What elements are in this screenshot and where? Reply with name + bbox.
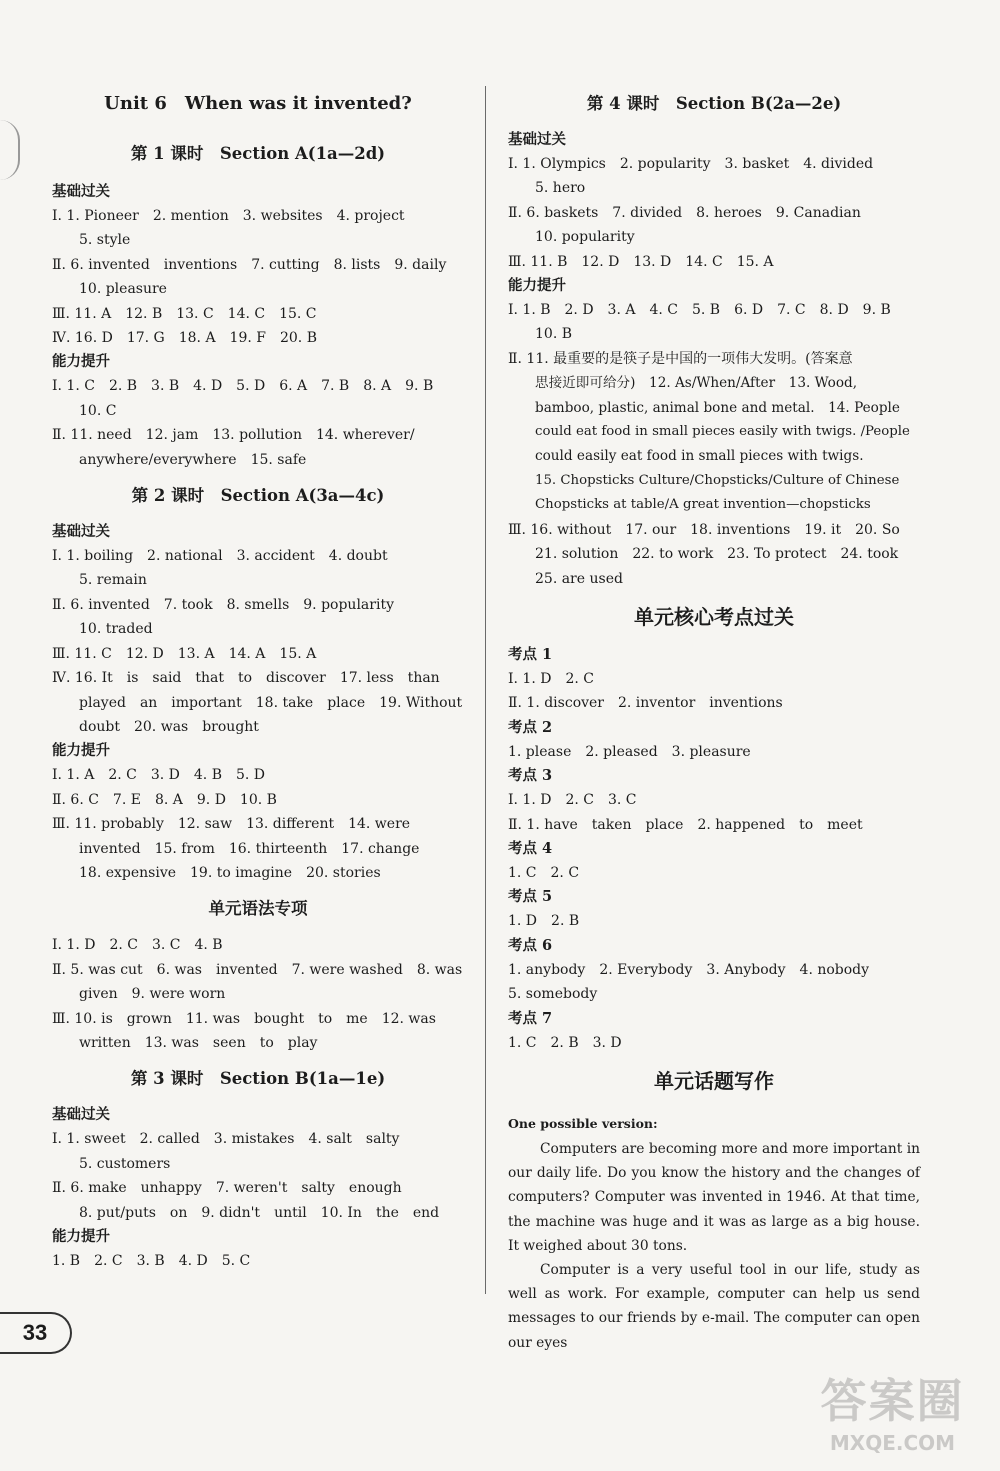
core-point-label: 考点 1 bbox=[508, 645, 553, 663]
left-column bbox=[52, 80, 464, 1273]
answer-line: Ⅰ. 1. B 2. D 3. A 4. C 5. B 6. D 7. C 8. D 9. B bbox=[508, 302, 891, 319]
answer-line: Ⅰ. 1. D 2. C bbox=[508, 670, 594, 687]
lesson-3-ability-heading: 能力提升 bbox=[52, 1228, 110, 1245]
answer-line: Ⅲ. 11. C 12. D 13. A 14. A 15. A bbox=[52, 645, 317, 662]
answer-line: Ⅱ. 6. baskets 7. divided 8. heroes 9. Canadian bbox=[508, 204, 861, 221]
answer-line: 10. pleasure bbox=[79, 281, 167, 298]
lesson-1-title: 第 1 课时 Section A(1a—2d) bbox=[130, 144, 386, 163]
answer-line: Ⅰ. 1. A 2. C 3. D 4. B 5. D bbox=[52, 767, 266, 784]
answer-line: Ⅱ. 11. need 12. jam 13. pollution 14. wherever/ bbox=[52, 427, 415, 444]
answer-line: 10. traded bbox=[79, 621, 153, 638]
watermark-logo: 答案圈 bbox=[820, 1374, 965, 1428]
right-column bbox=[508, 80, 920, 1355]
answer-line: could eat food in small pieces easily with twigs. /People bbox=[535, 424, 910, 440]
answer-line: Ⅱ. 11. 最重要的是筷子是中国的一项伟大发明。(答案意 bbox=[508, 350, 853, 367]
core-point-label: 考点 6 bbox=[508, 936, 553, 954]
answer-line: 10. popularity bbox=[535, 229, 635, 246]
answer-line: bamboo, plastic, animal bone and metal. 14. People bbox=[535, 399, 900, 416]
answer-line: Ⅳ. 16. D 17. G 18. A 19. F 20. B bbox=[52, 330, 317, 347]
core-point-label: 考点 7 bbox=[508, 1009, 553, 1027]
lesson-4-basic-heading: 基础过关 bbox=[508, 131, 566, 148]
answer-line: 10. B bbox=[535, 326, 573, 343]
answer-line: Ⅱ. 6. invented inventions 7. cutting 8. lists 9. daily bbox=[52, 256, 447, 273]
answer-line: given 9. were worn bbox=[79, 986, 226, 1003]
answer-line: Ⅱ. 6. invented 7. took 8. smells 9. popularity bbox=[52, 596, 394, 613]
answer-line: Ⅰ. 1. D 2. C 3. C 4. B bbox=[52, 937, 223, 954]
core-point-label: 考点 4 bbox=[508, 839, 553, 857]
answer-line: Chopsticks at table/A great invention—chopsticks bbox=[535, 497, 871, 513]
answer-line: Ⅱ. 5. was cut 6. was invented 7. were washed 8. was bbox=[52, 961, 463, 978]
grammar-title: 单元语法专项 bbox=[208, 899, 308, 919]
lesson-3-title: 第 3 课时 Section B(1a—1e) bbox=[130, 1069, 386, 1089]
watermark-url: MXQE.COM bbox=[829, 1431, 956, 1455]
answer-line: played an important 18. take place 19. Without bbox=[79, 694, 463, 711]
answer-line: Ⅰ. 1. sweet 2. called 3. mistakes 4. salt salty bbox=[52, 1131, 400, 1148]
answer-line: Ⅰ. 1. D 2. C 3. C bbox=[508, 792, 637, 809]
answer-line: 1. anybody 2. Everybody 3. Anybody 4. nobody bbox=[508, 961, 870, 978]
answer-line: doubt 20. was brought bbox=[79, 718, 259, 735]
answer-line: written 13. was seen to play bbox=[79, 1034, 318, 1051]
answer-line: Ⅱ. 6. make unhappy 7. weren't salty enough bbox=[52, 1180, 402, 1197]
core-point-label: 考点 2 bbox=[508, 718, 553, 736]
answer-line: 思接近即可给分) 12. As/When/After 13. Wood, bbox=[535, 375, 858, 392]
unit-title: Unit 6 When was it invented? bbox=[104, 93, 412, 114]
answer-line: 8. put/puts on 9. didn't until 10. In the end bbox=[79, 1204, 440, 1221]
lesson-2-basic-heading: 基础过关 bbox=[52, 523, 110, 541]
answer-line: 15. Chopsticks Culture/Chopsticks/Culture of Chinese bbox=[535, 472, 900, 488]
lesson-3-basic-heading: 基础过关 bbox=[52, 1106, 110, 1124]
answer-line: Ⅱ. 1. discover 2. inventor inventions bbox=[508, 695, 783, 712]
answer-line: 1. please 2. pleased 3. pleasure bbox=[508, 743, 751, 760]
essay-paragraph: Computer is a very useful tool in our life, study as well as work. For example, computer can help us send messages to our friends by e-mail. The computer can open our eyes bbox=[508, 1261, 920, 1351]
answer-line: Ⅲ. 11. probably 12. saw 13. different 14. were bbox=[52, 816, 411, 833]
answer-line: 1. B 2. C 3. B 4. D 5. C bbox=[52, 1253, 251, 1269]
answer-line: 5. style bbox=[79, 232, 131, 249]
answer-line: 5. customers bbox=[79, 1155, 171, 1172]
possible-version-label: One possible version: bbox=[508, 1115, 658, 1131]
lesson-2-title: 第 2 课时 Section A(3a—4c) bbox=[131, 486, 385, 506]
core-points-title: 单元核心考点过关 bbox=[634, 604, 794, 629]
writing-title: 单元话题写作 bbox=[654, 1068, 774, 1093]
answer-line: Ⅳ. 16. It is said that to discover 17. less than bbox=[52, 670, 440, 687]
lesson-4-ability-heading: 能力提升 bbox=[508, 277, 566, 295]
watermark bbox=[790, 1372, 995, 1467]
answer-line: 18. expensive 19. to imagine 20. stories bbox=[79, 864, 381, 881]
answer-line: could easily eat food in small pieces with twigs. bbox=[535, 448, 864, 465]
answer-line: 1. C 2. C bbox=[508, 864, 580, 881]
answer-line: anywhere/everywhere 15. safe bbox=[79, 451, 307, 468]
answer-line: 1. C 2. B 3. D bbox=[508, 1034, 622, 1051]
lesson-4-title: 第 4 课时 Section B(2a—2e) bbox=[586, 94, 842, 113]
answer-line: invented 15. from 16. thirteenth 17. change bbox=[79, 840, 420, 857]
answer-line: 1. D 2. B bbox=[508, 913, 580, 930]
answer-line: Ⅰ. 1. boiling 2. national 3. accident 4. doubt bbox=[52, 548, 388, 565]
core-point-label: 考点 5 bbox=[508, 888, 553, 906]
answer-line: 25. are used bbox=[535, 570, 623, 587]
answer-line: 5. hero bbox=[535, 180, 586, 197]
core-point-label: 考点 3 bbox=[508, 767, 553, 785]
answer-line: Ⅲ. 11. B 12. D 13. D 14. C 15. A bbox=[508, 253, 774, 270]
column-divider bbox=[485, 86, 486, 1294]
lesson-1-basic-heading: 基础过关 bbox=[52, 183, 110, 200]
sample-essay bbox=[508, 1137, 920, 1355]
answer-line: Ⅱ. 6. C 7. E 8. A 9. D 10. B bbox=[52, 791, 277, 808]
page-number: 33 bbox=[0, 1312, 72, 1354]
answer-line: 5. remain bbox=[79, 572, 147, 589]
answer-line: 10. C bbox=[79, 402, 117, 419]
answer-line: Ⅰ. 1. Pioneer 2. mention 3. websites 4. project bbox=[52, 208, 405, 224]
answer-line: Ⅰ. 1. Olympics 2. popularity 3. basket 4. divided bbox=[508, 156, 874, 172]
answer-line: Ⅲ. 11. A 12. B 13. C 14. C 15. C bbox=[52, 305, 317, 322]
answer-line: Ⅰ. 1. C 2. B 3. B 4. D 5. D 6. A 7. B 8. A 9. B bbox=[52, 378, 434, 395]
lesson-2-ability-heading: 能力提升 bbox=[52, 742, 110, 760]
answer-line: Ⅲ. 16. without 17. our 18. inventions 19. it 20. So bbox=[508, 521, 900, 538]
answer-line: Ⅱ. 1. have taken place 2. happened to meet bbox=[508, 816, 863, 833]
lesson-1-ability-heading: 能力提升 bbox=[52, 353, 110, 371]
essay-paragraph: Computers are becoming more and more important in our daily life. Do you know the history and the changes of computers? Computer was invented in 1946. At that time, the machine was huge and it was as large as a big house. It weighed about 30 tons. bbox=[508, 1140, 920, 1254]
answer-line: 5. somebody bbox=[508, 986, 598, 1003]
answer-line: 21. solution 22. to work 23. To protect 24. took bbox=[535, 546, 899, 563]
binding-mark bbox=[0, 120, 20, 180]
answer-line: Ⅲ. 10. is grown 11. was bought to me 12. was bbox=[52, 1010, 436, 1027]
